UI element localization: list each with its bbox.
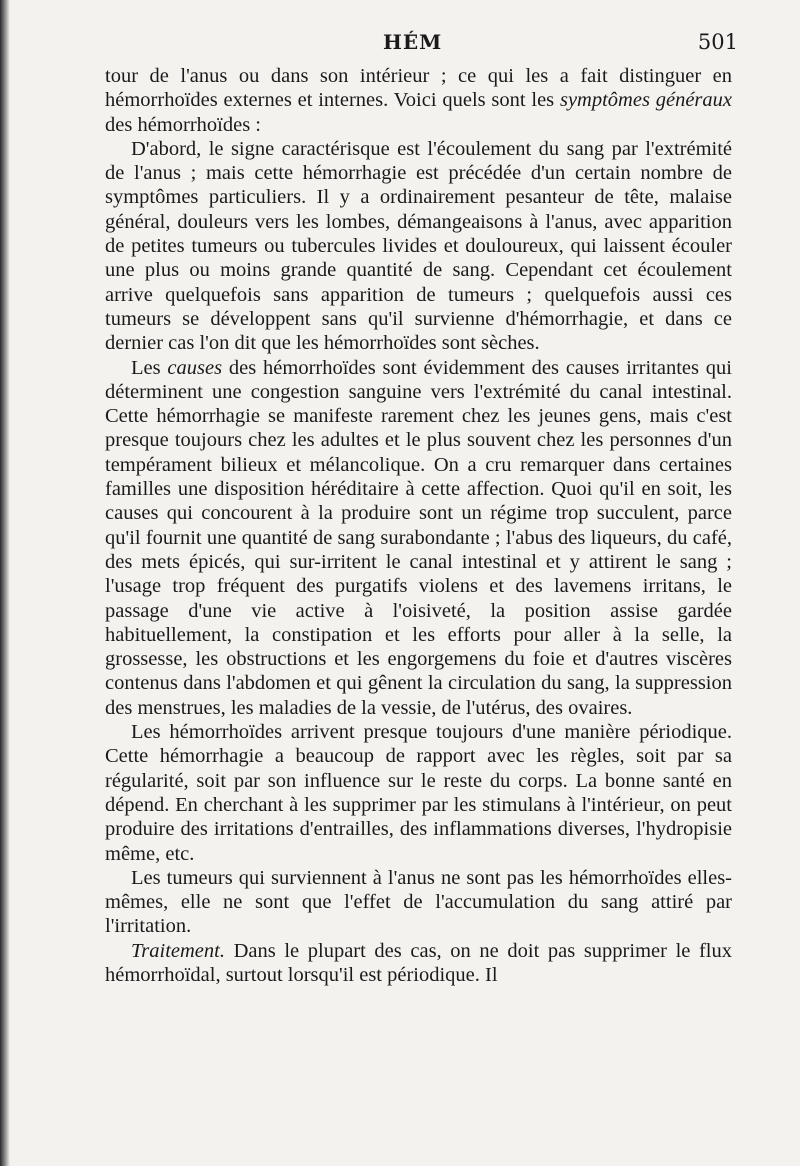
paragraph-continued: tour de l'anus ou dans son intérieur ; ce qui les a fait distinguer en hémorrhoïdes externes et internes. Voici quels sont les symptômes généraux des hémorrhoïdes :	[105, 65, 732, 136]
paragraph-traitement: Traitement. Dans le plupart des cas, on ne doit pas supprimer le flux hémorrhoïdal, surtout lorsqu'il est périodique. Il	[105, 939, 732, 986]
body-text	[105, 64, 732, 987]
running-title: HÉM	[383, 30, 443, 54]
page-number: 501	[697, 30, 738, 54]
paragraph-periodique: Les hémorrhoïdes arrivent presque toujours d'une manière périodique. Cette hémorrhagie a beaucoup de rapport avec les règles, soit par sa régularité, soit par son influence sur le reste du corps. La bonne santé en dépend. En cherchant à les supprimer par les stimulans à l'intérieur, on peut produire des irritations d'entrailles, des inflammations diverses, l'hydropisie même, etc.	[105, 721, 732, 865]
running-head	[105, 30, 738, 56]
emphasis-traitement: Traitement.	[131, 939, 225, 962]
emphasis-causes: causes	[167, 356, 223, 379]
paragraph-signes: D'abord, le signe caractérisque est l'écoulement du sang par l'extrémité de l'anus ; mais cette hémorrhagie est précédée d'un certain nombre de symptômes particuliers. Il y a ordinairement pesanteur de tête, malaise général, douleurs vers les lombes, démangeaisons à l'anus, avec apparition de petites tumeurs ou tubercules livides et douloureux, qui laissent écouler une plus ou moins grande quantité de sang. Cependant cet écoulement arrive quelquefois sans apparition de tumeurs ; quelquefois aussi ces tumeurs se développent sans qu'il survienne d'hémorrhagie, et dans ce dernier cas l'on dit que les hémorrhoïdes sont sèches.	[105, 137, 732, 355]
paragraph-tumeurs: Les tumeurs qui surviennent à l'anus ne sont pas les hémorrhoïdes elles-mêmes, elle ne sont que l'effet de l'accumulation du sang attiré par l'irritation.	[105, 866, 732, 938]
emphasis-symptomes: symptômes généraux	[559, 89, 732, 112]
paragraph-causes: Les causes des hémorrhoïdes sont évidemment des causes irritantes qui déterminent une congestion sanguine vers l'extrémité du canal intestinal. Cette hémorrhagie se manifeste rarement chez les jeunes gens, mais c'est presque toujours chez les adultes et le plus souvent chez les personnes d'un tempérament bilieux et mélancolique. On a cru remarquer dans certaines familles une disposition héréditaire à cette affection. Quoi qu'il en soit, les causes qui concourent à la produire sont un régime trop succulent, parce qu'il fournit une quantité de sang surabondante ; l'abus des liqueurs, du café, des mets épicés, qui sur-irritent le canal intestinal et y attirent le sang ; l'usage trop fréquent des purgatifs violens et des lavemens irritans, le passage d'une vie active à l'oisiveté, la position assise gardée habituellement, la constipation et les efforts pour aller à la selle, la grossesse, les obstructions et les engorgemens du foie et d'autres viscères contenus dans l'abdomen et qui gênent la circulation du sang, la suppression des menstrues, les maladies de la vessie, de l'utérus, des ovaires.	[105, 356, 732, 719]
